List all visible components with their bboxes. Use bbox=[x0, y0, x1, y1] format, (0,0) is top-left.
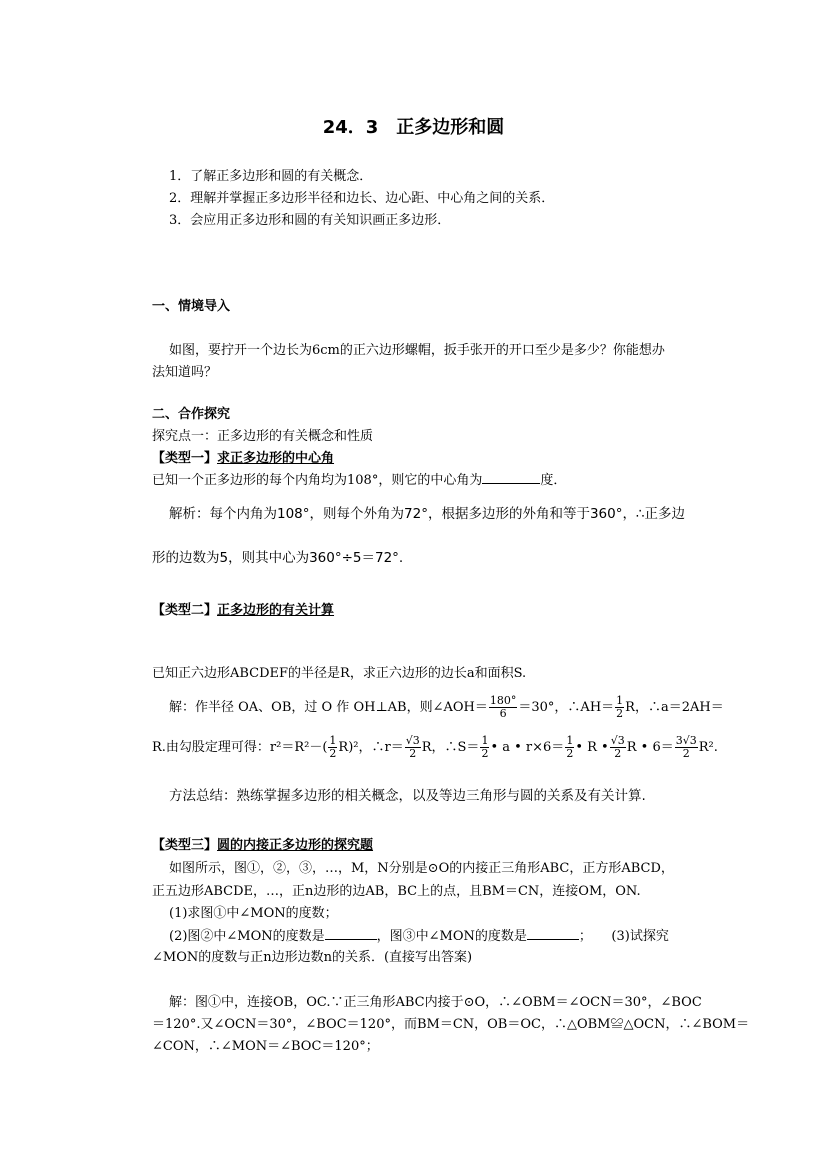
fraction bbox=[565, 735, 574, 760]
objective-2: 2．理解并掌握正多边形半径和边长、边心距、中心角之间的关系． bbox=[169, 191, 555, 206]
fraction bbox=[675, 735, 698, 760]
fraction-denominator: 2 bbox=[682, 747, 690, 760]
page-title: 24．3 正多边形和圆 bbox=[322, 117, 505, 138]
type-2-question: 已知正六边形ABCDEF的半径是R，求正六边形的边长a和面积S. bbox=[152, 666, 527, 681]
sol2-text-b: R)²，∴r＝ bbox=[338, 740, 404, 755]
sol1-text-c: R，∴a＝2AH＝ bbox=[625, 700, 724, 715]
type-3-solution-line-3: ∠CON，∴∠MON＝∠BOC＝120°； bbox=[152, 1039, 379, 1054]
fraction bbox=[480, 735, 489, 760]
objective-3: 3．会应用正多边形和圆的有关知识画正多边形． bbox=[169, 213, 451, 228]
sol2-text-a: R.由勾股定理可得：r²＝R²－( bbox=[152, 740, 328, 755]
sol2-text-d: • a • r×6＝ bbox=[490, 740, 565, 755]
section-1-heading: 一、情境导入 bbox=[152, 299, 231, 314]
type-2-heading bbox=[152, 602, 334, 620]
intro-line-1: 如图，要拧开一个边长为6cm的正六边形螺帽，扳手张开的开口至少是多少？你能想办 bbox=[169, 343, 665, 358]
fraction-denominator: 2 bbox=[616, 707, 624, 720]
fraction-numerator: 180° bbox=[489, 694, 517, 707]
type-2-solution-line-1 bbox=[169, 694, 724, 722]
type-3-problem-line-1: 如图所示，图①，②，③，…，M，N分别是⊙O的内接正三角形ABC，正方形ABCD， bbox=[169, 861, 674, 876]
sol1-text-b: ＝30°，∴AH＝ bbox=[518, 700, 615, 715]
fraction-numerator: 1 bbox=[329, 734, 337, 747]
explore-point-1: 探究点一：正多边形的有关概念和性质 bbox=[152, 429, 374, 444]
intro-line-2: 法知道吗？ bbox=[152, 365, 218, 380]
fraction-numerator: 1 bbox=[566, 734, 574, 747]
type-3-solution-line-1: 解：图①中，连接OB，OC.∵正三角形ABC内接于⊙O，∴∠OBM＝∠OCN＝30°，∠BOC bbox=[169, 995, 702, 1010]
type-1-question-text: 已知一个正多边形的每个内角均为108°，则它的中心角为 bbox=[152, 473, 483, 488]
type-3-title: 圆的内接正多边形的探究题 bbox=[217, 838, 374, 853]
type-1-heading bbox=[152, 450, 334, 468]
sol2-text-g: R². bbox=[698, 740, 718, 755]
sol2-text-f: R • 6＝ bbox=[626, 740, 674, 755]
answer-blank bbox=[527, 927, 579, 940]
fraction-denominator: 2 bbox=[566, 747, 574, 760]
fraction-numerator: 1 bbox=[481, 734, 489, 747]
sol2-text-e: • R • bbox=[575, 740, 609, 755]
fraction-numerator: √3 bbox=[610, 734, 625, 747]
type-2-tag: 【类型二】 bbox=[152, 603, 218, 618]
fraction-denominator: 2 bbox=[409, 747, 417, 760]
type-1-question-unit: 度． bbox=[540, 473, 567, 488]
fraction-denominator: 2 bbox=[329, 747, 337, 760]
type-1-solution-line-2: 形的边数为5，则其中心为360°÷5＝72°. bbox=[152, 550, 404, 566]
type-2-method-summary: 方法总结：熟练掌握多边形的相关概念，以及等边三角形与圆的关系及有关计算. bbox=[169, 788, 646, 804]
fraction-denominator: 2 bbox=[481, 747, 489, 760]
type-3-heading bbox=[152, 837, 373, 855]
type-1-tag: 【类型一】 bbox=[152, 451, 218, 466]
type-3-solution-line-2: ＝120°.又∠OCN＝30°，∠BOC＝120°，而BM＝CN，OB＝OC，∴△OBM≌△OCN，∴∠BOM＝ bbox=[152, 1017, 750, 1032]
sol1-text-a: 解：作半径 OA、OB，过 O 作 OH⊥AB，则∠AOH＝ bbox=[169, 700, 488, 715]
type-1-solution-line-1: 解析：每个内角为108°，则每个外角为72°，根据多边形的外角和等于360°，∴正多边 bbox=[169, 506, 686, 522]
type-3-tag: 【类型三】 bbox=[152, 838, 218, 853]
objective-1: 1．了解正多边形和圆的有关概念． bbox=[169, 169, 373, 184]
fraction-numerator: 1 bbox=[616, 694, 624, 707]
fraction-numerator: 3√3 bbox=[675, 734, 697, 747]
fraction bbox=[328, 735, 337, 760]
type-1-question bbox=[152, 471, 566, 490]
type-3-problem-line-2: 正五边形ABCDE，…，正n边形的边AB，BC上的点，且BM＝CN，连接OM，ON. bbox=[152, 884, 641, 899]
fraction bbox=[405, 735, 421, 760]
p4-text-a: (2)图②中∠MON的度数是 bbox=[169, 929, 325, 944]
type-3-problem-line-3: (1)求图①中∠MON的度数； bbox=[169, 906, 338, 921]
sol2-text-c: R，∴S＝ bbox=[421, 740, 480, 755]
fraction bbox=[489, 695, 518, 720]
type-3-problem-line-4 bbox=[169, 927, 669, 946]
fraction bbox=[610, 735, 626, 760]
type-2-solution-line-2 bbox=[152, 733, 718, 763]
section-2-heading: 二、合作探究 bbox=[152, 407, 231, 422]
type-2-title: 正多边形的有关计算 bbox=[217, 603, 335, 618]
p4-text-c: ； (3)试探究 bbox=[578, 929, 669, 944]
answer-blank bbox=[325, 927, 377, 940]
p4-text-b: ，图③中∠MON的度数是 bbox=[376, 929, 527, 944]
answer-blank bbox=[482, 471, 540, 484]
fraction-denominator: 2 bbox=[614, 747, 622, 760]
fraction-denominator: 6 bbox=[499, 707, 507, 720]
fraction-numerator: √3 bbox=[405, 734, 420, 747]
fraction bbox=[615, 695, 624, 720]
type-1-title: 求正多边形的中心角 bbox=[217, 451, 335, 466]
type-3-problem-line-5: ∠MON的度数与正n边形边数n的关系．(直接写出答案) bbox=[152, 950, 473, 965]
